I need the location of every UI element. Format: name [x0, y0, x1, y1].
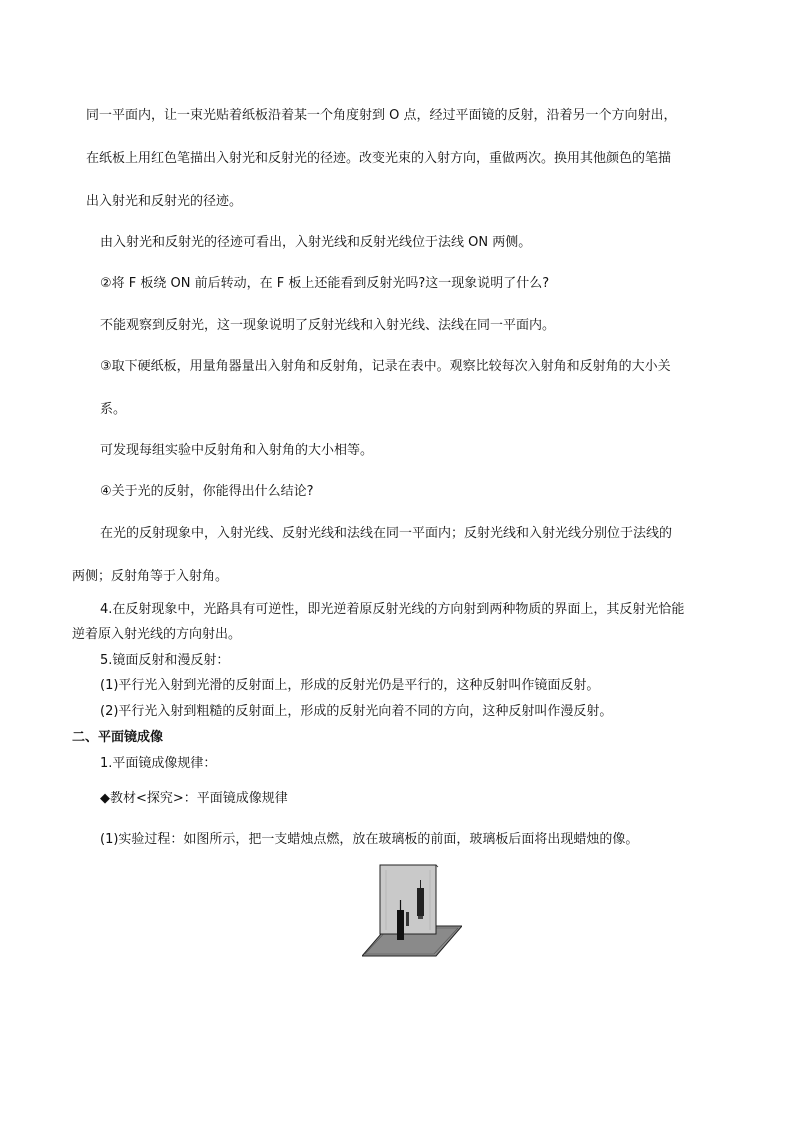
text-line-2: 在纸板上用红色笔描出入射光和反射光的径迹。改变光束的入射方向，重做两次。换用其他颜色的笔描	[86, 151, 672, 166]
text-line-15: 5.镜面反射和漫反射：	[100, 653, 230, 668]
text-line-5: ②将 F 板绕 ON 前后转动，在 F 板上还能看到反射光吗?这一现象说明了什么?	[100, 276, 550, 291]
text-line-21: (1)实验过程：如图所示，把一支蜡烛点燃，放在玻璃板的前面，玻璃板后面将出现蜡烛的像。	[100, 832, 639, 847]
text-line-6: 不能观察到反射光，这一现象说明了反射光线和入射光线、法线在同一平面内。	[100, 318, 556, 333]
text-line-14: 逆着原入射光线的方向射出。	[72, 627, 242, 642]
text-line-16: (1)平行光入射到光滑的反射面上，形成的反射光仍是平行的，这种反射叫作镜面反射。	[100, 678, 600, 693]
text-line-10: ④关于光的反射，你能得出什么结论?	[100, 484, 314, 499]
text-line-8: 系。	[100, 402, 127, 417]
text-line-1: 同一平面内，让一束光贴着纸板沿着某一个角度射到 O 点，经过平面镜的反射，沿着另一个方向射出，	[86, 108, 677, 123]
text-line-20: ◆教材<探究>：平面镜成像规律	[100, 791, 288, 806]
text-line-7: ③取下硬纸板，用量角器量出入射角和反射角，记录在表中。观察比较每次入射角和反射角的大小关	[100, 359, 671, 374]
mirror-candle-figure	[362, 862, 462, 958]
section-heading: 二、平面镜成像	[72, 730, 164, 745]
text-line-3: 出入射光和反射光的径迹。	[86, 194, 243, 209]
text-line-9: 可发现每组实验中反射角和入射角的大小相等。	[100, 443, 374, 458]
text-line-19: 1.平面镜成像规律：	[100, 756, 217, 771]
text-line-12: 两侧；反射角等于入射角。	[72, 569, 229, 584]
text-line-17: (2)平行光入射到粗糙的反射面上，形成的反射光向着不同的方向，这种反射叫作漫反射。	[100, 704, 613, 719]
text-line-11: 在光的反射现象中，入射光线、反射光线和法线在同一平面内；反射光线和入射光线分别位于法线的	[100, 526, 673, 541]
text-line-13: 4.在反射现象中，光路具有可逆性，即光逆着原反射光线的方向射到两种物质的界面上，其反射光恰能	[100, 602, 685, 617]
text-line-4: 由入射光和反射光的径迹可看出，入射光线和反射光线位于法线 ON 两侧。	[100, 235, 532, 250]
